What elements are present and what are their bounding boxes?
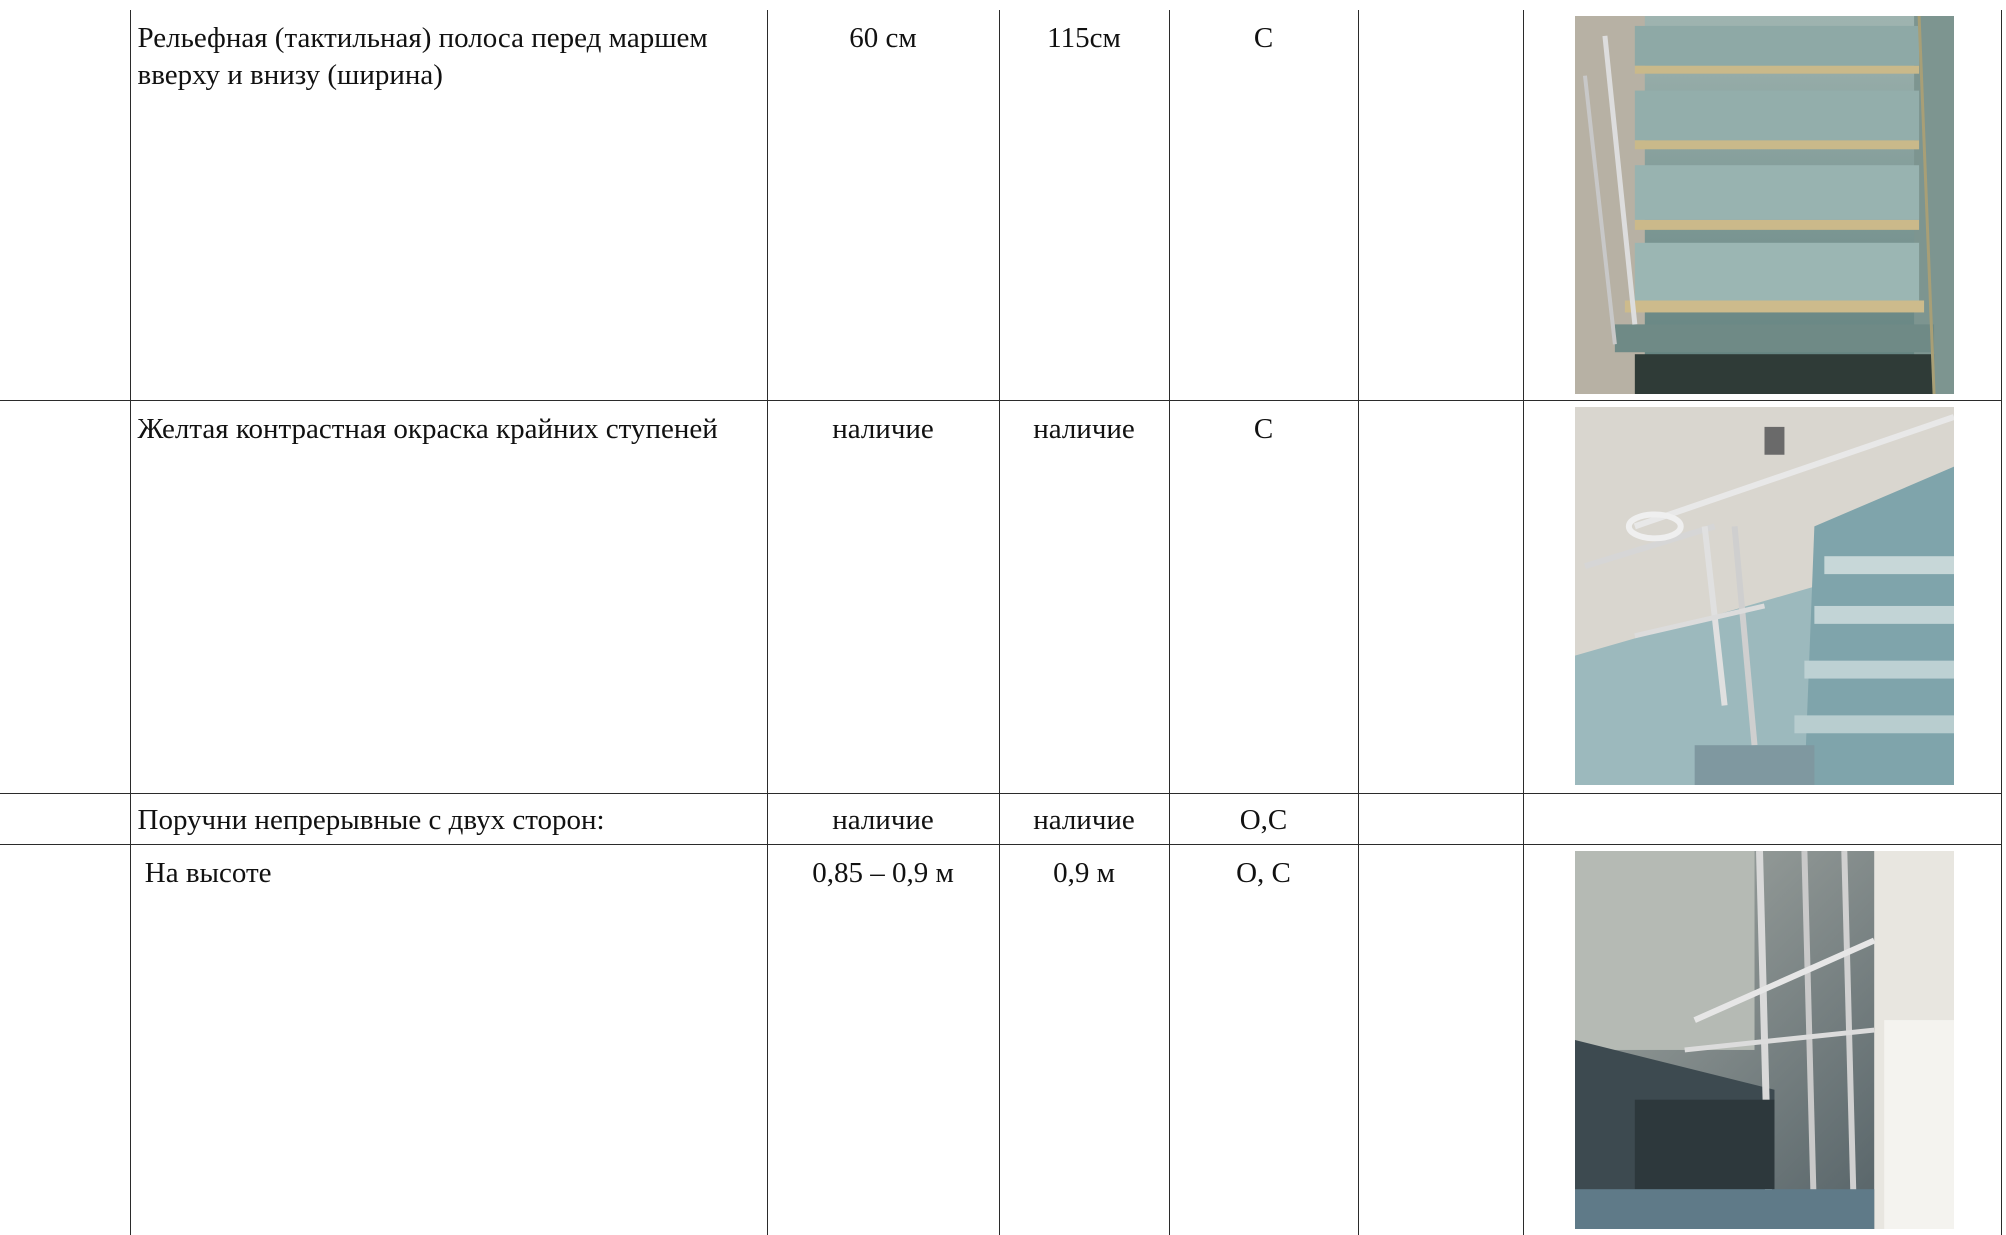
- norm-cell: [767, 845, 999, 1235]
- category-cell: [1169, 401, 1358, 794]
- note-cell: [1358, 10, 1523, 401]
- accessibility-table: [0, 10, 2002, 1235]
- table-row: [0, 10, 2001, 401]
- requirement-text: Желтая контрастная окраска крайних ступеней: [131, 401, 767, 448]
- actual-cell: [999, 845, 1169, 1235]
- stairs-tactile-strip-photo: [1575, 16, 1954, 394]
- requirement-text: Поручни непрерывные с двух сторон:: [131, 794, 767, 839]
- norm-value: 0,85 – 0,9 м: [768, 845, 999, 892]
- norm-cell: [767, 794, 999, 845]
- stairs-handrail-photo: [1575, 407, 1954, 785]
- requirement-text: На высоте: [131, 845, 767, 892]
- category-value: О,С: [1170, 794, 1358, 839]
- requirement-cell: [130, 794, 767, 845]
- photo-cell: [1523, 794, 2001, 845]
- note-cell: [1358, 401, 1523, 794]
- row-number-cell: [0, 845, 130, 1235]
- row-number-cell: [0, 10, 130, 401]
- handrail-height-photo: [1575, 851, 1954, 1229]
- norm-cell: [767, 401, 999, 794]
- note-cell: [1358, 845, 1523, 1235]
- requirement-text: Рельефная (тактильная) полоса перед маршем вверху и внизу (ширина): [131, 10, 767, 94]
- category-value: О, С: [1170, 845, 1358, 892]
- row-number-cell: [0, 794, 130, 845]
- table-row: [0, 401, 2001, 794]
- category-cell: [1169, 794, 1358, 845]
- note-value: [1359, 401, 1523, 411]
- norm-value: наличие: [768, 794, 999, 839]
- requirement-cell: [130, 10, 767, 401]
- table-row: [0, 845, 2001, 1235]
- note-cell: [1358, 794, 1523, 845]
- photo-cell: [1523, 401, 2001, 794]
- actual-value: наличие: [1000, 401, 1169, 448]
- requirement-cell: [130, 845, 767, 1235]
- note-value: [1359, 845, 1523, 855]
- actual-cell: [999, 794, 1169, 845]
- requirement-cell: [130, 401, 767, 794]
- category-cell: [1169, 10, 1358, 401]
- category-value: С: [1170, 401, 1358, 448]
- actual-value: 0,9 м: [1000, 845, 1169, 892]
- actual-value: 115см: [1000, 10, 1169, 57]
- category-value: С: [1170, 10, 1358, 57]
- actual-value: наличие: [1000, 794, 1169, 839]
- actual-cell: [999, 10, 1169, 401]
- norm-value: 60 см: [768, 10, 999, 57]
- note-value: [1359, 794, 1523, 804]
- actual-cell: [999, 401, 1169, 794]
- norm-cell: [767, 10, 999, 401]
- photo-cell: [1523, 845, 2001, 1235]
- table-row: [0, 794, 2001, 845]
- row-number-cell: [0, 401, 130, 794]
- norm-value: наличие: [768, 401, 999, 448]
- category-cell: [1169, 845, 1358, 1235]
- note-value: [1359, 10, 1523, 20]
- photo-cell: [1523, 10, 2001, 401]
